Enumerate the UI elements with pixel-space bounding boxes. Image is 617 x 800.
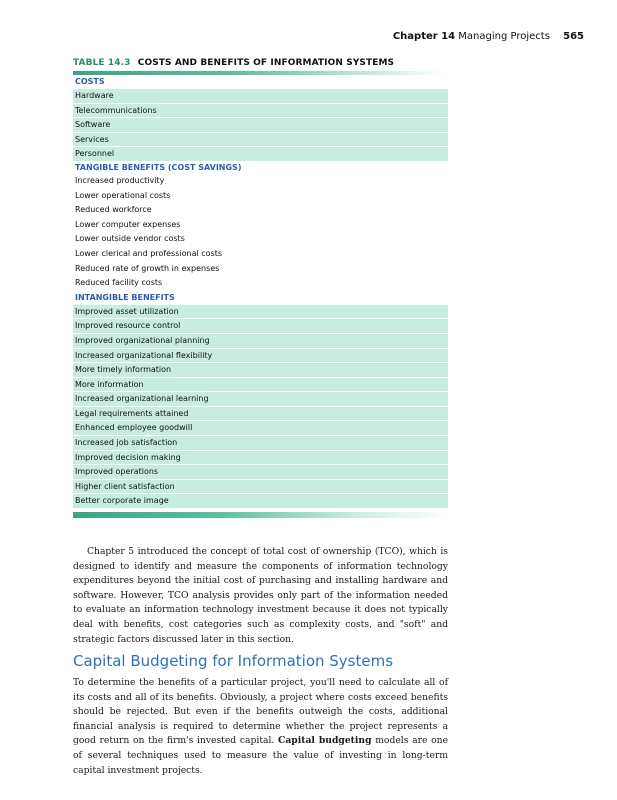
running-head: [393, 31, 584, 42]
table-row: Improved resource control: [73, 318, 448, 333]
costs-list: [73, 88, 448, 161]
table-name: COSTS AND BENEFITS OF INFORMATION SYSTEMS: [137, 58, 395, 68]
table-row: Higher client satisfaction: [73, 479, 448, 494]
chapter-number: Chapter 14: [392, 31, 456, 42]
table-title: [73, 57, 448, 69]
table-row: Lower clerical and professional costs: [75, 248, 223, 258]
table-row: Lower outside vendor costs: [75, 234, 185, 244]
table-row: Increased organizational learning: [73, 391, 448, 406]
section-heading: Capital Budgeting for Information Systems: [73, 652, 394, 670]
chapter-title: Managing Projects: [458, 31, 550, 42]
table-row: Improved operations: [73, 464, 448, 479]
table-row: Hardware: [73, 88, 448, 103]
bottom-rule: [73, 512, 448, 518]
table-row: Improved asset utilization: [73, 304, 448, 319]
tangible-list: [73, 174, 448, 291]
paragraph2-text-after: models are one of several techniques used to measure the value of investing in long-term capital investment projects.: [73, 735, 449, 776]
paragraph-tco: Chapter 5 introduced the concept of total cost of ownership (TCO), which is designed to identify and measure the components of information technology expenditures beyond the initial cost of purchasing and installing hardware and software. However, TCO analysis provides only part of the information needed to evaluate an information technology investment because it does not typically deal with benefits, cost categories such as complexity costs, and "soft" and strategic factors discussed later in this section.: [73, 546, 448, 645]
table-row: Increased productivity: [75, 175, 165, 185]
paragraph-capital-budgeting: [73, 676, 448, 778]
table-row: Reduced workforce: [75, 205, 152, 215]
table-row: Increased organizational flexibility: [73, 348, 448, 363]
table-row: Software: [73, 117, 448, 132]
table-row: Personnel: [73, 146, 448, 161]
table-row: Enhanced employee goodwill: [73, 420, 448, 435]
page-number: 565: [563, 31, 584, 42]
table-row: More timely information: [73, 362, 448, 377]
table-row: Services: [73, 132, 448, 147]
table-row: Telecommunications: [73, 103, 448, 118]
table-row: Lower computer expenses: [75, 219, 181, 229]
intangible-heading: INTANGIBLE BENEFITS: [75, 292, 175, 302]
costs-benefits-table: [73, 57, 448, 518]
table-row: Better corporate image: [73, 493, 448, 508]
costs-heading: COSTS: [75, 77, 105, 86]
key-term-capital-budgeting: Capital budgeting: [278, 735, 372, 747]
tangible-heading: TANGIBLE BENEFITS (COST SAVINGS): [75, 162, 242, 172]
table-row: Increased job satisfaction: [73, 435, 448, 450]
table-row: Legal requirements attained: [73, 406, 448, 421]
table-row: Improved organizational planning: [73, 333, 448, 348]
table-row: Reduced rate of growth in expenses: [75, 263, 220, 273]
intangible-list: [73, 304, 448, 508]
table-row: Reduced facility costs: [75, 278, 163, 288]
table-row: More information: [73, 377, 448, 392]
table-row: Improved decision making: [73, 450, 448, 465]
paragraph2-text-before: To determine the benefits of a particular project, you'll need to calculate all of its costs and all of its benefits. Obviously, a project where costs exceed benefits should be rejected. But even if the benefits outweigh the costs, additional financial analysis is required to determine whether the project represents a good return on the firm's invested capital.: [73, 677, 448, 747]
table-number: TABLE 14.3: [73, 58, 131, 68]
table-row: Lower operational costs: [75, 190, 171, 200]
